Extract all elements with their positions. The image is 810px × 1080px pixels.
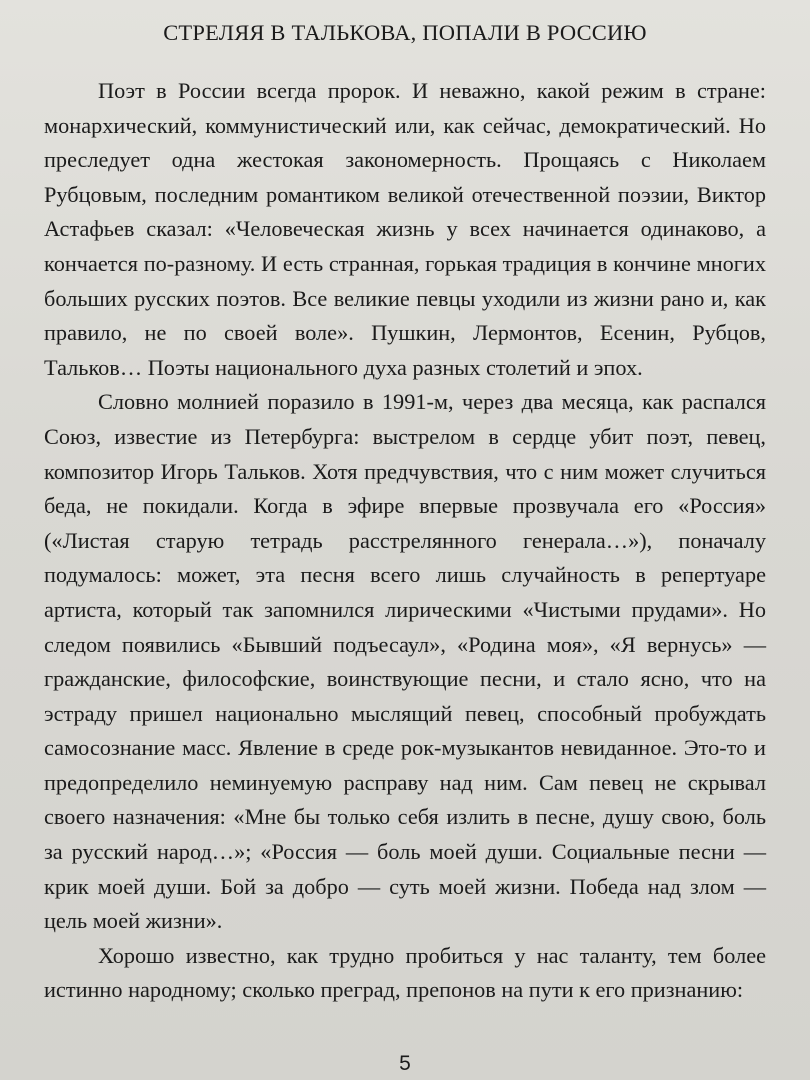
paragraph-3: Хорошо известно, как трудно пробиться у нас таланту, тем более истинно народному; сколько преград, препонов на пути к его признанию: [44, 942, 766, 1003]
body-text [44, 74, 766, 1008]
paragraph-1: Поэт в России всегда пророк. И неважно, какой режим в стране: монархический, коммунистический или, как сейчас, демократический. Но преследует одна жестокая закономерность. Прощаясь с Николаем Рубцовым, последним романтиком великой отечественной поэзии, Виктор Астафьев сказал: «Человеческая жизнь у всех начинается одинаково, а кончается по-разному. И есть странная, горькая традиция в кончине многих больших русских поэтов. Все великие певцы уходили из жизни рано и, как правило, не по своей воле». Пушкин, Лермонтов, Есенин, Рубцов, Тальков… Поэты национального духа разных столетий и эпох. [44, 78, 766, 380]
paragraph-2: Словно молнией поразило в 1991-м, через два месяца, как распался Союз, известие из Петербурга: выстрелом в сердце убит поэт, певец, композитор Игорь Тальков. Хотя предчувствия, что с ним может случиться беда, не покидали. Когда в эфире впервые прозвучала его «Россия» («Листая старую тетрадь расстрелянного генерала…»), поначалу подумалось: может, эта песня всего лишь случайность в репертуаре артиста, который так запомнился лирическими «Чистыми прудами». Но следом появились «Бывший подъесаул», «Родина моя», «Я вернусь» — гражданские, философские, воинствующие песни, и стало ясно, что на эстраду пришел национально мыслящий певец, способный пробуждать самосознание масс. Явление в среде рок-музыкантов невиданное. Это-то и предопределило неминуемую расправу над ним. Сам певец не скрывал своего назначения: «Мне бы только себя излить в песне, душу свою, боль за русский народ…»; «Россия — боль моей души. Социальные песни — крик моей души. Бой за добро — суть моей жизни. Победа над злом — цель моей жизни». [44, 389, 766, 934]
chapter-title: СТРЕЛЯЯ В ТАЛЬКОВА, ПОПАЛИ В РОССИЮ [163, 20, 647, 45]
page-number: 5 [399, 1052, 411, 1075]
